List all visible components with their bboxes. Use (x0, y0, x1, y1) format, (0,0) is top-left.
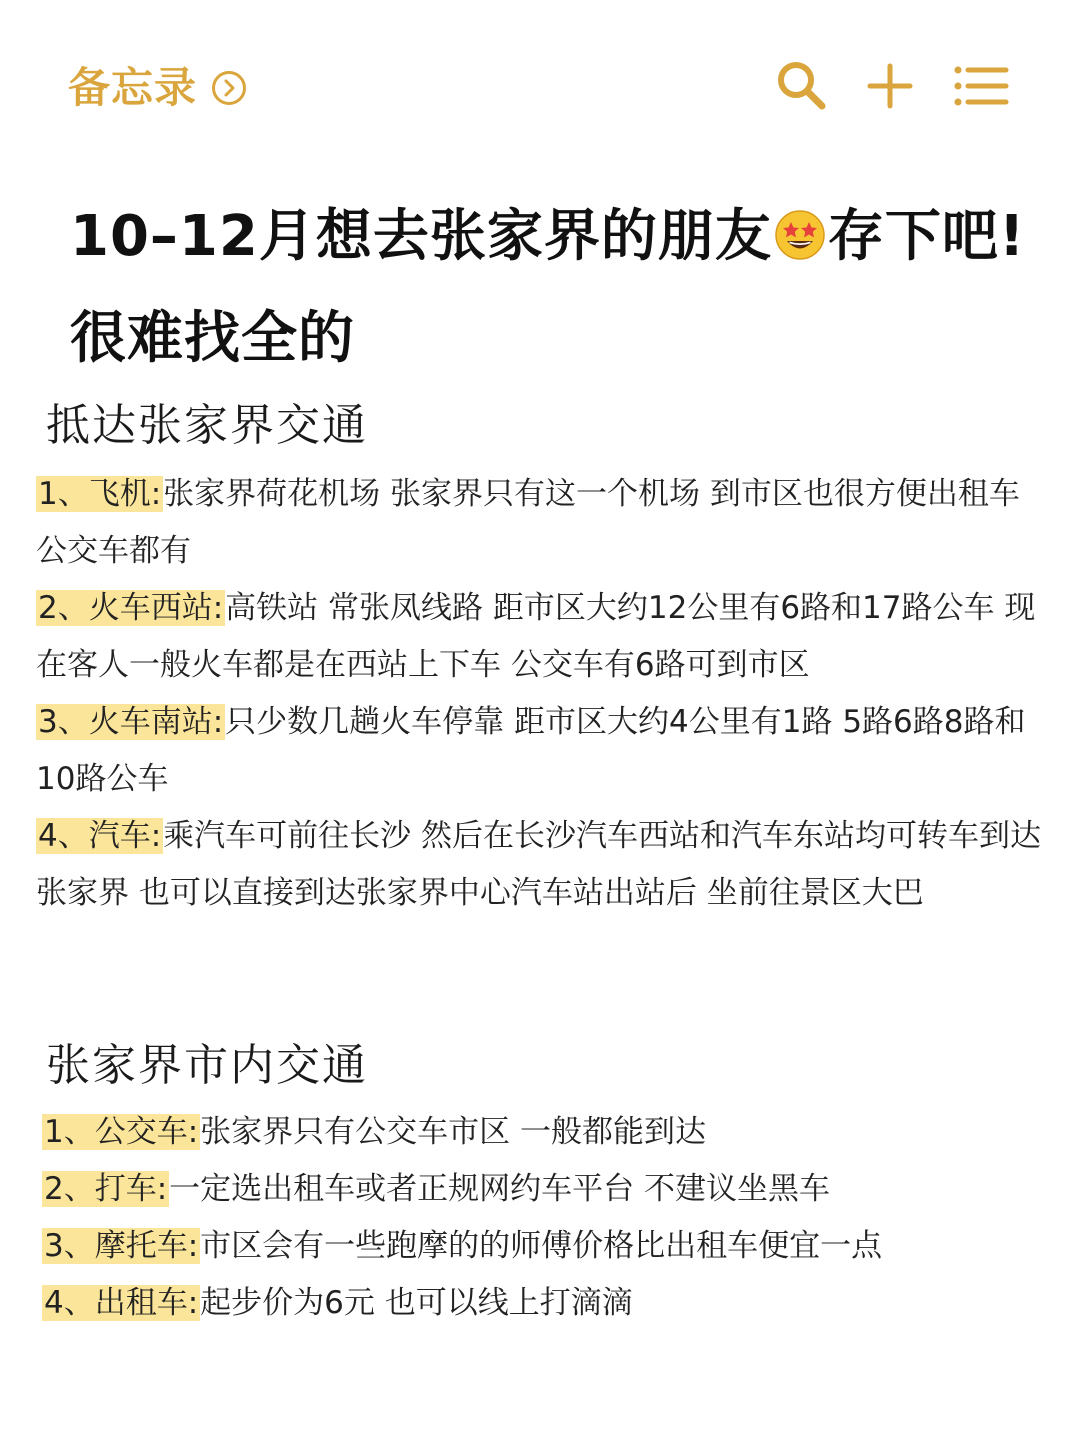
item-label: 2、打车: (44, 1171, 168, 1207)
item-text: 张家界只有公交车市区 一般都能到达 (200, 1114, 707, 1150)
list-item (42, 1218, 1042, 1275)
item-text: 高铁站 常张凤线路 距市区大约12公里有6路和17路公车 现在客人一般火车都是在西站上下车 公交车有6路可到市区 (36, 590, 1036, 683)
list-item (36, 808, 1056, 922)
back-to-notes-button[interactable] (68, 58, 247, 118)
list-item (42, 1104, 1042, 1161)
note-title-text-end: 存下吧!很难找全的 (70, 204, 1026, 371)
list-item (42, 1161, 1042, 1218)
list-item (36, 694, 1056, 808)
item-label: 2、火车西站: (38, 590, 224, 626)
chevron-right-circle-icon (211, 70, 247, 106)
item-text: 市区会有一些跑摩的的师傅价格比出租车便宜一点 (200, 1228, 883, 1264)
item-label: 1、公交车: (44, 1114, 199, 1150)
item-label: 4、汽车: (38, 818, 162, 854)
note-title-text: 10–12月想去张家界的朋友 (70, 204, 772, 269)
item-text: 只少数几趟火车停靠 距市区大约4公里有1路 5路6路8路和10路公车 (36, 704, 1026, 797)
search-icon (772, 56, 832, 116)
section-heading-city: 张家界市内交通 (46, 1040, 368, 1091)
list-item (36, 580, 1056, 694)
city-transport-list (42, 1104, 1042, 1332)
back-label: 备忘录 (68, 63, 198, 112)
item-text: 张家界荷花机场 张家界只有这一个机场 到市区也很方便出租车 公交车都有 (36, 476, 1020, 569)
star-struck-emoji-icon (774, 209, 826, 261)
item-label: 3、摩托车: (44, 1228, 199, 1264)
list-icon (950, 56, 1010, 116)
new-note-button[interactable] (860, 56, 920, 116)
item-text: 乘汽车可前往长沙 然后在长沙汽车西站和汽车东站均可转车到达张家界 也可以直接到达张家界中心汽车站出站后 坐前往景区大巴 (36, 818, 1042, 911)
item-label: 4、出租车: (44, 1285, 199, 1321)
top-bar (0, 0, 1080, 150)
item-label: 3、火车南站: (38, 704, 224, 740)
plus-icon (860, 56, 920, 116)
section-heading-arrival: 抵达张家界交通 (46, 400, 368, 451)
arrival-transport-list (36, 466, 1056, 922)
item-text: 一定选出租车或者正规网约车平台 不建议坐黑车 (169, 1171, 831, 1207)
search-button[interactable] (772, 56, 832, 116)
list-item (42, 1275, 1042, 1332)
list-view-button[interactable] (950, 56, 1010, 116)
item-label: 1、飞机: (38, 476, 162, 512)
item-text: 起步价为6元 也可以线上打滴滴 (200, 1285, 633, 1321)
list-item (36, 466, 1056, 580)
note-title (70, 186, 1030, 390)
